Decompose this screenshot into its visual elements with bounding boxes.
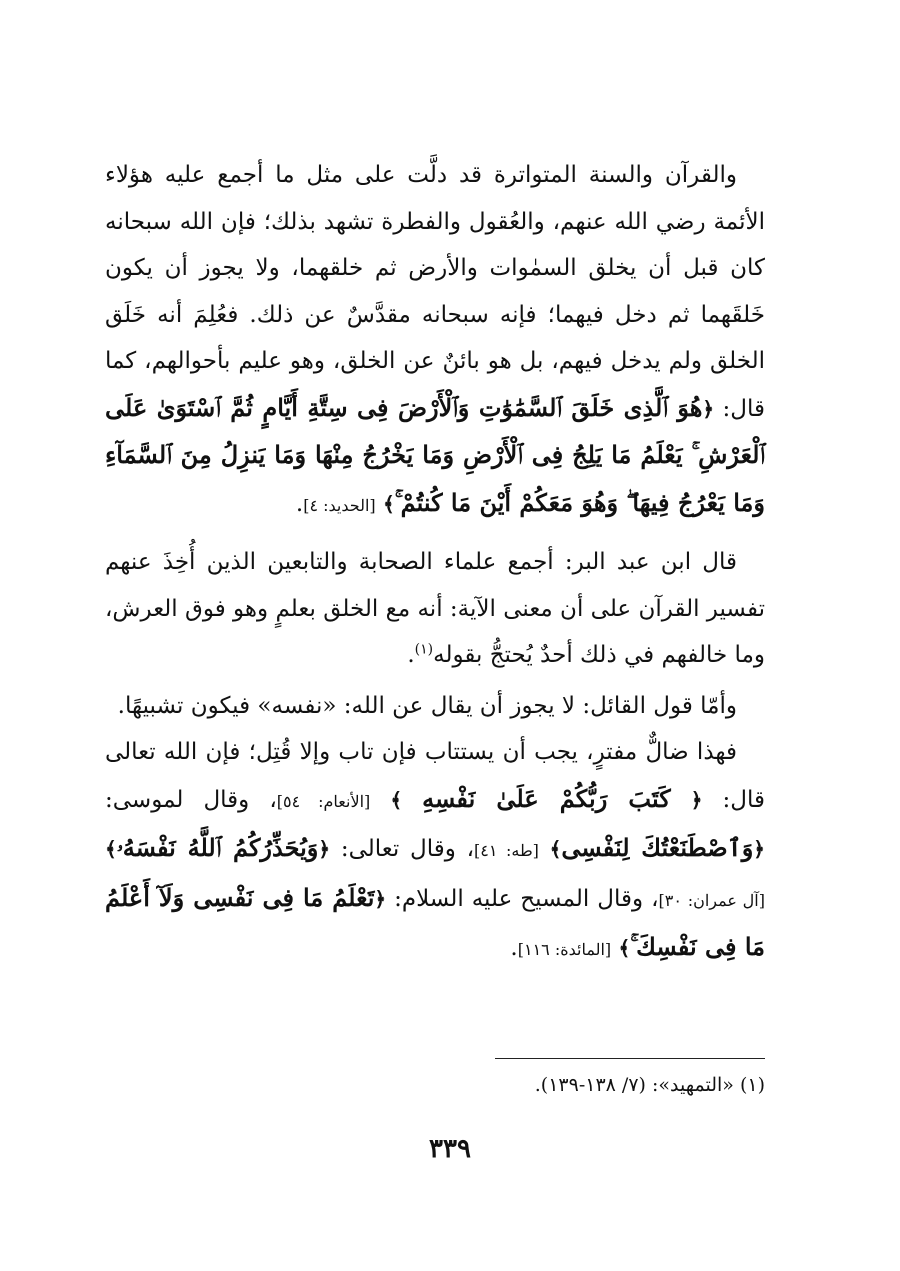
- page-number: ٣٣٩: [429, 1134, 471, 1164]
- quran-verse-anam: كَتَبَ رَبُّكُمْ عَلَىٰ نَفْسِهِ: [422, 783, 671, 813]
- period: .: [295, 490, 304, 517]
- quran-open-bracket: ﴿: [753, 837, 766, 861]
- verse-reference: [الأنعام: ٥٤]: [276, 791, 371, 811]
- paragraph-3: وأمّا قول القائل: لا يجوز أن يقال عن الله: «نفسه» فيكون تشبيهًا.: [117, 692, 737, 719]
- quran-verse-taha: وَٱصْطَنَعْتُكَ لِنَفْسِى: [561, 833, 754, 862]
- verse-reference: [طه: ٤١]: [474, 841, 539, 860]
- footnote-divider: [495, 1058, 765, 1059]
- main-text: [105, 152, 765, 974]
- quran-verse-al-imran: وَيُحَذِّرُكُمُ ٱللَّهُ نَفْسَهُۥ: [116, 833, 319, 862]
- paragraph-4: [105, 729, 765, 974]
- quran-open-bracket: ﴿: [318, 837, 331, 861]
- period: .: [510, 935, 518, 961]
- quran-close-bracket: ﴾: [618, 936, 631, 960]
- footnote-marker: (١): [414, 641, 434, 658]
- quran-verse-maidah: تَعْلَمُ مَا فِى نَفْسِى وَلَآ أَعْلَمُ مَا فِى نَفْسِكَ ۚ: [105, 882, 765, 961]
- paragraph-1-text: والقرآن والسنة المتواترة قد دلَّت على مثل ما أجمع عليه هؤلاء الأئمة رضي الله عنهم، والعُقول والفطرة تشهد بذلك؛ فإن الله سبحانه كان قبل أن يخلق السمٰوات والأرض ثم خلقهما، ولا يجوز أن يكون خَلقَهما ثم دخل فيهما؛ فإنه سبحانه مقدَّسٌ عن ذلك. فعُلِمَ أنه خَلَق الخلق ولم يدخل فيهم، بل هو بائنٌ عن الخلق، وهو عليم بأحوالهم، كما قال:: [105, 162, 765, 422]
- quran-close-bracket: ﴾: [382, 491, 395, 516]
- paragraph-4-text: ، وقال تعالى:: [330, 836, 475, 862]
- paragraph-2-text: قال ابن عبد البر: أجمع علماء الصحابة والتابعين الذين أُخِذَ عنهم تفسير القرآن على أن معنى الآية: أنه مع الخلق بعلمٍ وهو فوق العرش، وما خالفهم في ذلك أحدٌ يُحتجُّ بقوله: [105, 549, 765, 668]
- quran-open-bracket: ﴿: [702, 396, 715, 421]
- paragraph-4-text: فهذا ضالٌّ مفترٍ، يجب أن يستتاب فإن تاب وإلا قُتِل؛ فإن الله تعالى قال:: [105, 739, 765, 813]
- paragraph-4-text: ، وقال لموسى:: [105, 786, 277, 813]
- quran-close-bracket: ﴾: [390, 787, 403, 812]
- quran-open-bracket: ﴿: [374, 886, 387, 911]
- paragraph-1: [105, 152, 765, 529]
- quran-close-bracket: ﴾: [549, 837, 562, 861]
- verse-reference: [آل عمران: ٣٠]: [658, 890, 765, 910]
- quran-close-bracket: ﴾: [105, 837, 117, 861]
- verse-reference: [المائدة: ١١٦]: [517, 940, 612, 959]
- verse-reference: [الحديد: ٤]: [303, 495, 376, 515]
- period: .: [407, 642, 415, 668]
- paragraph-2: [105, 539, 765, 679]
- quran-open-bracket: ﴿: [690, 787, 703, 812]
- quran-verse-hadid: هُوَ ٱلَّذِى خَلَقَ ٱلسَّمَٰوَٰتِ وَٱلْأَرْضَ فِى سِتَّةِ أَيَّامٍ ثُمَّ ٱسْتَوَىٰ عَلَى ٱلْعَرْشِ ۚ يَعْلَمُ مَا يَلِجُ فِى ٱلْأَرْضِ وَمَا يَخْرُجُ مِنْهَا وَمَا يَنزِلُ مِنَ ٱلسَّمَآءِ وَمَا يَعْرُجُ فِيهَا ۖ وَهُوَ مَعَكُمْ أَيْنَ مَا كُنتُمْ ۚ: [105, 392, 765, 517]
- footnote: (١) «التمهيد»: (٧/ ١٣٨-١٣٩).: [534, 1074, 765, 1096]
- paragraph-4-text: ، وقال المسيح عليه السلام:: [386, 885, 659, 912]
